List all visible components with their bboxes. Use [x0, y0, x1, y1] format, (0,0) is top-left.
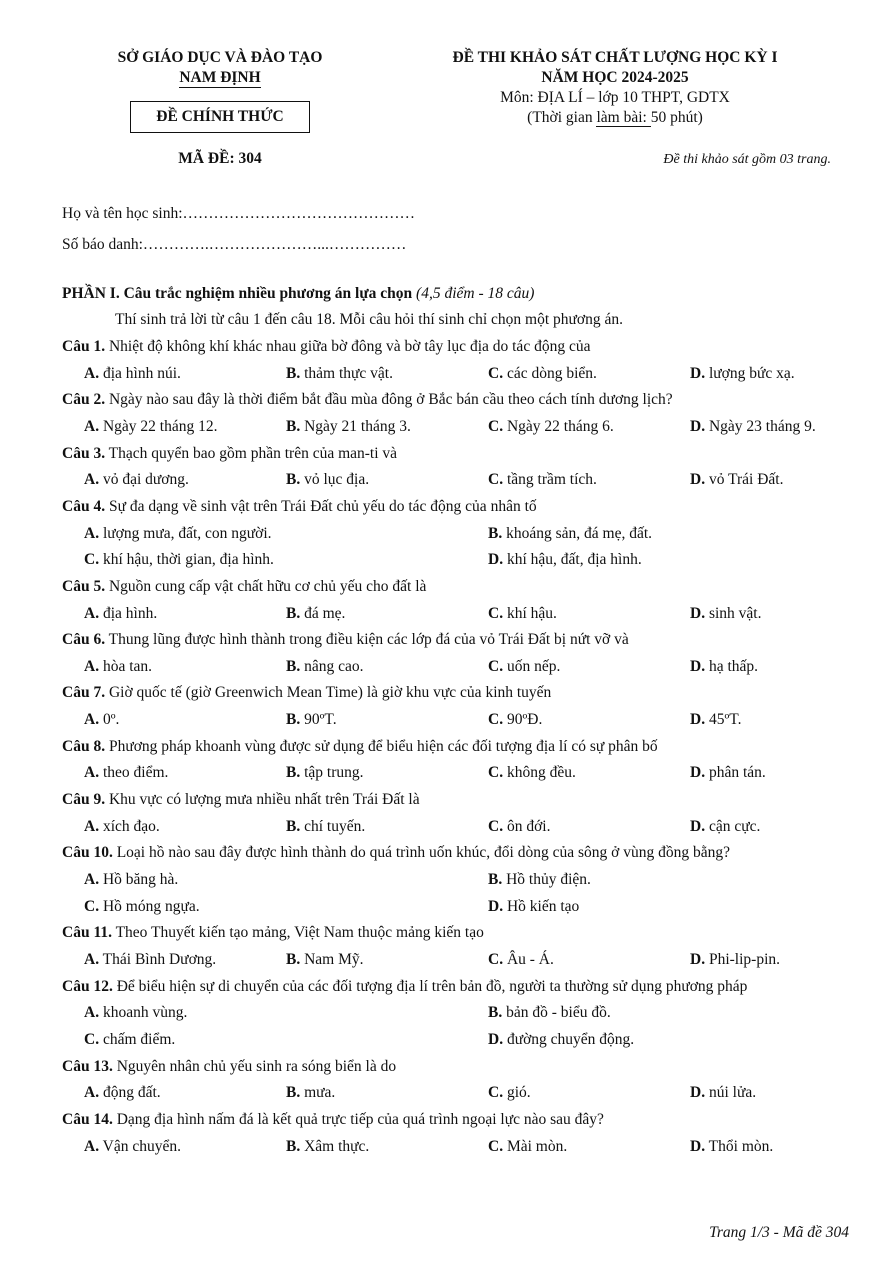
question-text: Thạch quyển bao gồm phần trên của man-ti và: [105, 444, 398, 462]
option-key: D.: [690, 1084, 706, 1102]
school-year: NĂM HỌC 2024-2025: [541, 69, 689, 86]
question-text: Giờ quốc tế (giờ Greenwich Mean Time) là giờ khu vực của kinh tuyến: [105, 684, 552, 702]
answer-option: [488, 658, 560, 676]
answer-option: [286, 365, 393, 383]
answer-option: [488, 605, 557, 623]
option-text: vỏ Trái Đất.: [705, 471, 784, 489]
option-key: B.: [286, 764, 301, 782]
answer-option: [84, 1031, 175, 1049]
option-key: A.: [84, 1137, 100, 1155]
option-text: tập trung.: [300, 764, 364, 782]
answer-option: [488, 818, 550, 836]
option-text: phân tán.: [705, 764, 766, 782]
question-text: Phương pháp khoanh vùng được sử dụng để biểu hiện các đối tượng địa lí có sự phân bố: [105, 737, 658, 755]
answer-option: [84, 711, 119, 729]
option-key: C.: [84, 897, 100, 915]
official-label: ĐỀ CHÍNH THỨC: [130, 101, 310, 133]
answer-option: [286, 658, 363, 676]
option-text: núi lửa.: [705, 1084, 757, 1102]
answer-option: [488, 1031, 634, 1049]
time-underlined: làm bài:: [596, 109, 651, 126]
department-line1: SỞ GIÁO DỤC VÀ ĐÀO TẠO: [117, 49, 323, 66]
question-stem: [62, 445, 853, 463]
answer-option: [84, 551, 274, 569]
answer-option: [488, 764, 576, 782]
option-text: Phi-lip-pin.: [705, 950, 780, 968]
answer-option: [488, 551, 642, 569]
option-text: Ngày 21 tháng 3.: [300, 417, 411, 435]
option-text: mưa.: [300, 1084, 336, 1102]
option-key: D.: [690, 364, 706, 382]
department-header: [90, 48, 350, 88]
option-key: B.: [286, 950, 301, 968]
option-text: khoanh vùng.: [99, 1004, 188, 1022]
answer-option: [286, 764, 364, 782]
answer-option: [84, 418, 217, 436]
answer-option: [84, 871, 178, 889]
question-stem: [62, 338, 853, 356]
time-suffix: 50 phút): [650, 109, 703, 126]
option-key: D.: [690, 417, 706, 435]
option-key: A.: [84, 871, 100, 888]
answer-option: [690, 1138, 773, 1156]
question-stem: [62, 844, 853, 862]
question-text: Loại hồ nào sau đây được hình thành do quá trình uốn khúc, đổi dòng của sông ở vùng đồng bằng?: [112, 844, 730, 862]
answer-option: [690, 764, 766, 782]
option-text: lượng bức xạ.: [705, 364, 795, 382]
option-text: Thổi mòn.: [705, 1137, 774, 1155]
option-key: A.: [84, 471, 100, 489]
question-stem: [62, 978, 853, 996]
question-number: Câu 4.: [62, 497, 106, 515]
option-text: địa hình.: [99, 604, 158, 622]
answer-option: [488, 898, 579, 916]
section-instruction: Thí sinh trả lời từ câu 1 đến câu 18. Mỗi câu hỏi thí sinh chỉ chọn một phương án.: [115, 311, 624, 328]
option-key: C.: [488, 657, 504, 675]
question-text: Để biểu hiện sự di chuyển của các đối tượng địa lí trên bản đồ, người ta thường sử dụng phương pháp: [112, 977, 748, 995]
question-stem: [62, 684, 853, 702]
option-text: hòa tan.: [99, 657, 153, 675]
section-title-text: PHẦN I. Câu trắc nghiệm nhiều phương án lựa chọn: [62, 285, 417, 302]
exam-header: [400, 48, 830, 128]
option-text: xích đạo.: [99, 817, 160, 835]
option-text: khoáng sản, đá mẹ, đất.: [502, 524, 653, 542]
answer-option: [690, 951, 780, 969]
answer-option: [690, 418, 816, 436]
question-stem: [62, 924, 853, 942]
question-text: Nhiệt độ không khí khác nhau giữa bờ đông và bờ tây lục địa do tác động của: [105, 338, 591, 355]
option-text: vỏ lục địa.: [300, 471, 370, 489]
option-text: Hồ băng hà.: [99, 871, 179, 888]
option-text: Hồ kiến tạo: [503, 897, 580, 915]
option-text: Âu - Á.: [503, 950, 554, 968]
option-text: Ngày 22 tháng 6.: [503, 417, 614, 435]
option-text: Nam Mỹ.: [300, 950, 364, 968]
option-key: D.: [690, 657, 706, 675]
answer-option: [488, 471, 597, 489]
answer-option: [286, 418, 411, 436]
option-text: Mài mòn.: [503, 1137, 568, 1155]
option-key: C.: [488, 1137, 504, 1155]
option-key: B.: [286, 1137, 301, 1155]
option-text: các dòng biển.: [503, 364, 597, 382]
option-key: A.: [84, 950, 100, 968]
option-key: D.: [690, 711, 706, 729]
answer-option: [84, 1138, 181, 1156]
option-text: đá mẹ.: [300, 604, 346, 622]
option-text: vỏ đại dương.: [99, 471, 189, 489]
answer-option: [488, 1004, 611, 1022]
option-text: sinh vật.: [705, 604, 762, 622]
option-text: thảm thực vật.: [300, 364, 393, 382]
option-key: C.: [488, 817, 504, 835]
option-text: 90ºT.: [300, 711, 337, 729]
option-key: A.: [84, 1084, 100, 1102]
question-number: Câu 11.: [62, 924, 112, 942]
answer-option: [286, 951, 364, 969]
answer-option: [488, 1084, 531, 1102]
student-id-field: Số báo danh:………….…………………...……………: [62, 236, 407, 253]
option-text: khí hậu.: [503, 604, 557, 622]
time-line: [400, 108, 830, 128]
question-text: Khu vực có lượng mưa nhiều nhất trên Trái Đất là: [105, 791, 420, 809]
answer-option: [488, 1138, 567, 1156]
question-number: Câu 7.: [62, 684, 106, 702]
question-number: Câu 2.: [62, 391, 106, 409]
answer-option: [488, 525, 652, 543]
option-key: D.: [690, 764, 706, 782]
question-number: Câu 14.: [62, 1110, 113, 1128]
answer-option: [84, 605, 157, 623]
option-key: C.: [488, 950, 504, 968]
option-text: cận cực.: [705, 817, 761, 835]
question-stem: [62, 738, 853, 756]
option-key: A.: [84, 524, 100, 542]
answer-option: [84, 818, 160, 836]
question-number: Câu 12.: [62, 977, 113, 995]
exam-title: ĐỀ THI KHẢO SÁT CHẤT LƯỢNG HỌC KỲ I: [452, 49, 778, 66]
question-text: Nguyên nhân chủ yếu sinh ra sóng biển là do: [112, 1057, 397, 1075]
question-stem: [62, 498, 853, 516]
answer-option: [286, 471, 369, 489]
option-key: B.: [286, 711, 301, 729]
option-key: A.: [84, 711, 100, 729]
answer-option: [690, 471, 783, 489]
answer-option: [84, 365, 181, 383]
answer-option: [690, 365, 795, 383]
option-text: gió.: [503, 1084, 531, 1102]
answer-option: [690, 1084, 756, 1102]
option-key: D.: [690, 471, 706, 489]
question-text: Sự đa dạng về sinh vật trên Trái Đất chủ yếu do tác động của nhân tố: [105, 497, 537, 515]
option-key: B.: [488, 524, 503, 542]
option-key: D.: [690, 604, 706, 622]
option-key: C.: [488, 1084, 504, 1102]
option-key: B.: [286, 1084, 301, 1102]
option-key: D.: [690, 950, 706, 968]
option-key: B.: [286, 364, 301, 382]
option-text: chí tuyến.: [300, 817, 366, 835]
option-text: không đều.: [503, 764, 576, 782]
question-number: Câu 1.: [62, 338, 106, 355]
answer-option: [84, 525, 272, 543]
option-text: tầng trầm tích.: [503, 471, 597, 489]
option-text: ôn đới.: [503, 817, 551, 835]
question-stem: [62, 631, 853, 649]
answer-option: [690, 711, 741, 729]
question-number: Câu 9.: [62, 791, 106, 809]
answer-option: [488, 951, 554, 969]
answer-option: [286, 1138, 369, 1156]
time-prefix: (Thời gian: [527, 109, 597, 126]
answer-option: [84, 1004, 187, 1022]
option-key: D.: [488, 551, 504, 569]
option-key: A.: [84, 817, 100, 835]
option-text: lượng mưa, đất, con người.: [99, 524, 272, 542]
question-stem: [62, 578, 853, 596]
option-key: D.: [488, 1030, 504, 1048]
question-text: Nguồn cung cấp vật chất hữu cơ chủ yếu cho đất là: [105, 577, 427, 595]
option-text: hạ thấp.: [705, 657, 759, 675]
option-key: D.: [488, 897, 504, 915]
question-stem: [62, 1111, 853, 1129]
option-key: B.: [286, 471, 301, 489]
answer-option: [690, 818, 760, 836]
option-key: A.: [84, 604, 100, 622]
section-points: (4,5 điểm - 18 câu): [416, 285, 535, 302]
page-footer: Trang 1/3 - Mã đề 304: [709, 1224, 849, 1241]
option-text: địa hình núi.: [99, 364, 181, 382]
option-key: C.: [488, 417, 504, 435]
option-text: Xâm thực.: [300, 1137, 370, 1155]
option-key: B.: [286, 604, 301, 622]
question-number: Câu 3.: [62, 444, 106, 462]
answer-option: [488, 365, 597, 383]
answer-option: [690, 658, 758, 676]
question-number: Câu 13.: [62, 1057, 113, 1075]
question-text: Ngày nào sau đây là thời điểm bắt đầu mùa đông ở Bắc bán cầu theo cách tính dương lịch?: [105, 391, 673, 409]
answer-option: [84, 658, 152, 676]
question-number: Câu 8.: [62, 737, 106, 755]
option-key: C.: [488, 471, 504, 489]
option-key: D.: [690, 817, 706, 835]
question-number: Câu 6.: [62, 631, 106, 649]
question-text: Theo Thuyết kiến tạo mảng, Việt Nam thuộc mảng kiến tạo: [111, 924, 484, 942]
option-text: khí hậu, đất, địa hình.: [503, 551, 642, 569]
option-key: A.: [84, 764, 100, 782]
option-text: động đất.: [99, 1084, 161, 1102]
answer-option: [488, 871, 591, 889]
option-text: bản đồ - biểu đồ.: [502, 1004, 611, 1022]
question-text: Thung lũng được hình thành trong điều kiện các lớp đá của vỏ Trái Đất bị nứt vỡ và: [105, 631, 629, 649]
option-key: C.: [84, 1030, 100, 1048]
answer-option: [84, 951, 216, 969]
option-text: chấm điểm.: [99, 1030, 176, 1048]
option-key: C.: [488, 364, 504, 382]
question-stem: [62, 391, 853, 409]
pages-note: Đề thi khảo sát gồm 03 trang.: [663, 152, 831, 167]
question-stem: [62, 1058, 853, 1076]
option-key: A.: [84, 364, 100, 382]
option-text: uốn nếp.: [503, 657, 561, 675]
question-number: Câu 5.: [62, 577, 106, 595]
option-text: theo điểm.: [99, 764, 169, 782]
exam-code: MÃ ĐỀ: 304: [178, 150, 262, 167]
option-text: Vận chuyển.: [99, 1137, 182, 1155]
option-key: B.: [488, 871, 503, 888]
option-text: Ngày 23 tháng 9.: [705, 417, 816, 435]
option-text: khí hậu, thời gian, địa hình.: [99, 551, 274, 569]
option-key: A.: [84, 657, 100, 675]
answer-option: [286, 818, 365, 836]
answer-option: [286, 711, 337, 729]
question-text: Dạng địa hình nấm đá là kết quả trực tiếp của quá trình ngoại lực nào sau đây?: [112, 1110, 604, 1128]
option-text: 0º.: [99, 711, 120, 729]
option-key: C.: [84, 551, 100, 569]
option-text: 90ºĐ.: [503, 711, 543, 729]
option-key: B.: [286, 657, 301, 675]
answer-option: [84, 898, 200, 916]
option-text: 45ºT.: [705, 711, 742, 729]
option-text: đường chuyển động.: [503, 1030, 635, 1048]
option-text: Ngày 22 tháng 12.: [99, 417, 218, 435]
department-line2: NAM ĐỊNH: [179, 69, 261, 86]
option-key: C.: [488, 604, 504, 622]
option-text: Hồ thủy điện.: [502, 871, 591, 888]
option-key: B.: [488, 1004, 503, 1022]
answer-option: [690, 605, 761, 623]
question-stem: [62, 791, 853, 809]
answer-option: [488, 711, 542, 729]
answer-option: [488, 418, 614, 436]
option-key: B.: [286, 417, 301, 435]
question-number: Câu 10.: [62, 844, 113, 862]
option-key: B.: [286, 817, 301, 835]
option-text: nâng cao.: [300, 657, 364, 675]
answer-option: [286, 1084, 335, 1102]
option-key: C.: [488, 764, 504, 782]
option-key: A.: [84, 1004, 100, 1022]
option-text: Thái Bình Dương.: [99, 950, 217, 968]
answer-option: [84, 764, 168, 782]
section-title: [62, 285, 534, 303]
answer-option: [84, 1084, 161, 1102]
student-name-field: Họ và tên học sinh:………………………………………: [62, 205, 416, 222]
answer-option: [84, 471, 189, 489]
subject-line: Môn: ĐỊA LÍ – lớp 10 THPT, GDTX: [500, 89, 730, 106]
answer-option: [286, 605, 345, 623]
option-key: A.: [84, 417, 100, 435]
option-key: C.: [488, 711, 504, 729]
option-text: Hồ móng ngựa.: [99, 897, 200, 915]
option-key: D.: [690, 1137, 706, 1155]
